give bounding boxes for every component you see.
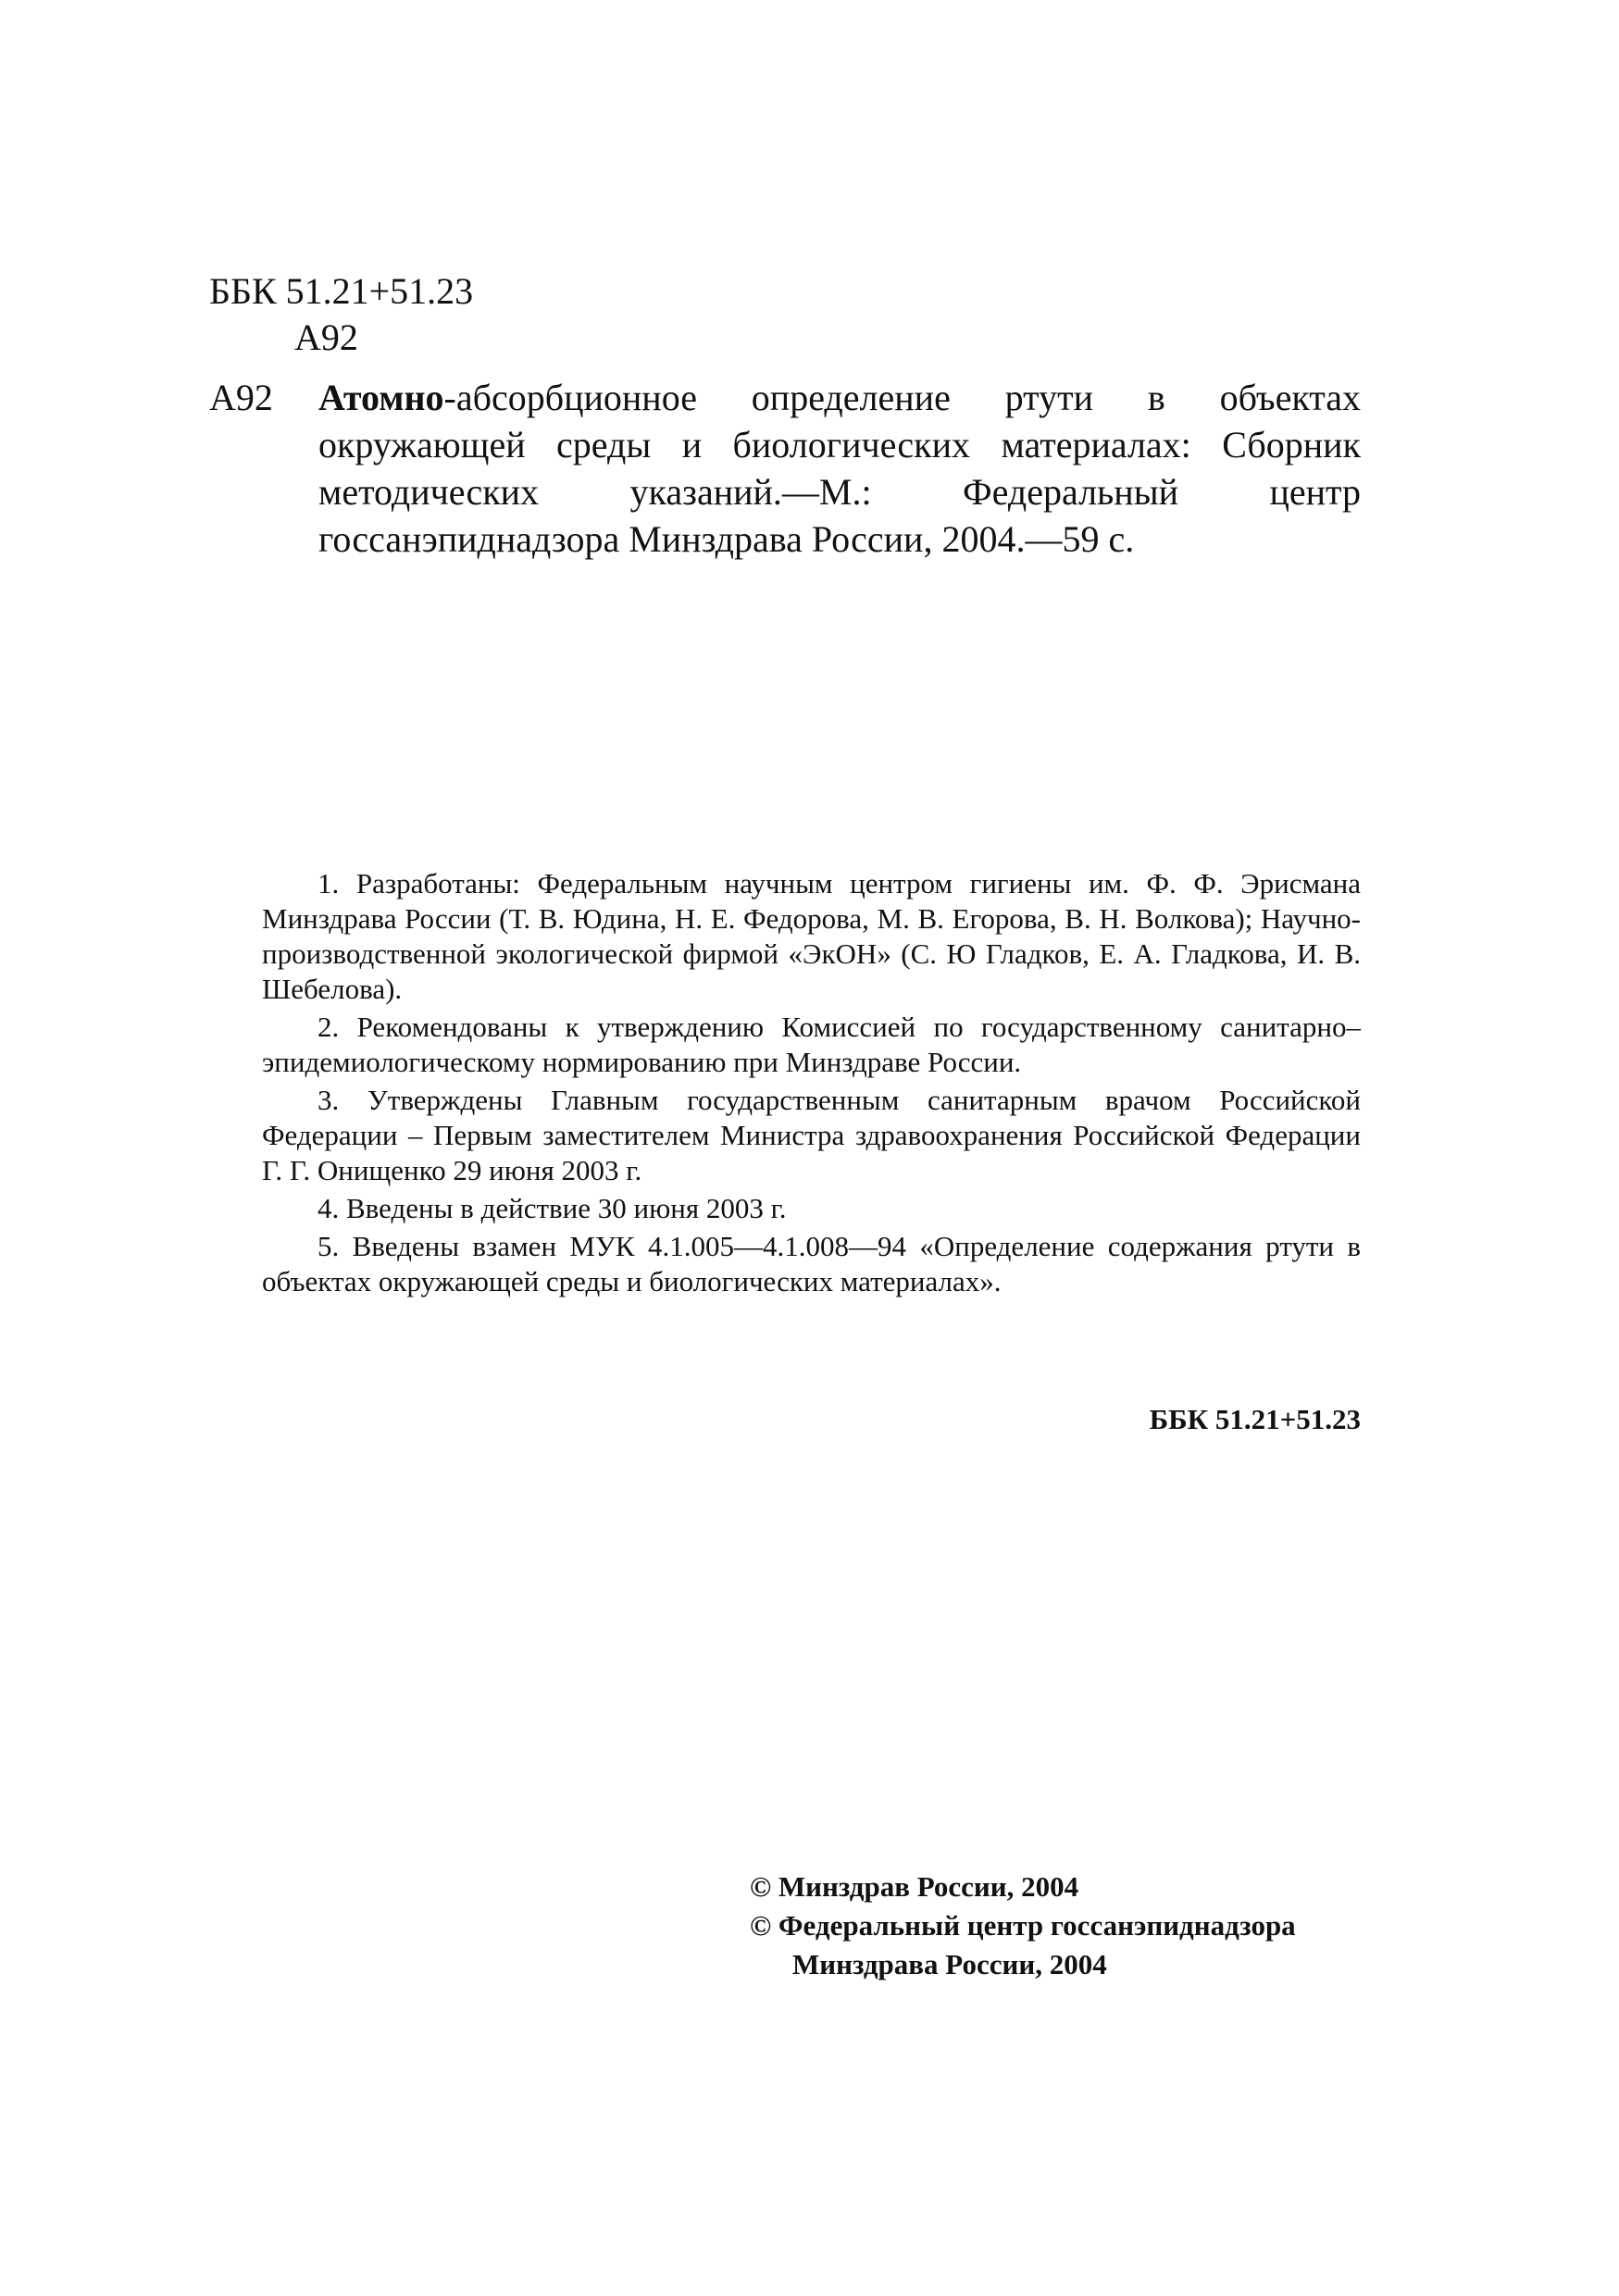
credits-section	[262, 866, 1361, 1302]
credit-recommended: 2. Рекомендованы к утверждению Комиссией по государственному санитарно–эпидемиологическому нормированию при Минздраве России.	[262, 1011, 1361, 1078]
entry-author-mark: А92	[209, 377, 273, 418]
copyright-ministry: © Минздрав России, 2004	[750, 1870, 1079, 1903]
credit-replaces: 5. Введены взамен МУК 4.1.005—4.1.008—94 «Определение содержания ртути в объектах окружающей среды и биологических материалах».	[262, 1230, 1361, 1297]
entry-text-block	[318, 374, 1361, 563]
copyright-center-cont: Минздрава России, 2004	[792, 1948, 1107, 1980]
entry-description: -абсорбционное определение ртути в объектах окружающей среды и биологических материалах: Сборник методических указаний.—М.: Федеральный центр госсанэпиднадзора Минздрава России, 2004.—59 с.	[318, 377, 1361, 560]
bbk-header	[209, 268, 473, 361]
credit-developed: 1. Разработаны: Федеральным научным центром гигиены им. Ф. Ф. Эрисмана Минздрава России (Т. В. Юдина, Н. Е. Федорова, М. В. Егорова, В. Н. Волкова); Научно-производственной экологической фирмой «ЭкОН» (С. Ю Гладков, Е. А. Гладкова, И. В. Шебелова).	[262, 867, 1361, 1005]
bbk-code: ББК 51.21+51.23	[209, 270, 474, 312]
bibliographic-entry	[209, 374, 1361, 563]
author-mark: А92	[294, 316, 358, 358]
copyright-block	[750, 1868, 1296, 1984]
entry-title-bold: Атомно	[318, 377, 444, 418]
copyright-center: © Федеральный центр госсанэпиднадзора	[750, 1909, 1296, 1942]
bbk-footer-code: ББК 51.21+51.23	[1149, 1403, 1361, 1435]
credit-approved: 3. Утверждены Главным государственным санитарным врачом Российской Федерации – Первым заместителем Министра здравоохранения Российской Федерации Г. Г. Онищенко 29 июня 2003 г.	[262, 1084, 1361, 1186]
credit-effective: 4. Введены в действие 30 июня 2003 г.	[318, 1192, 787, 1224]
